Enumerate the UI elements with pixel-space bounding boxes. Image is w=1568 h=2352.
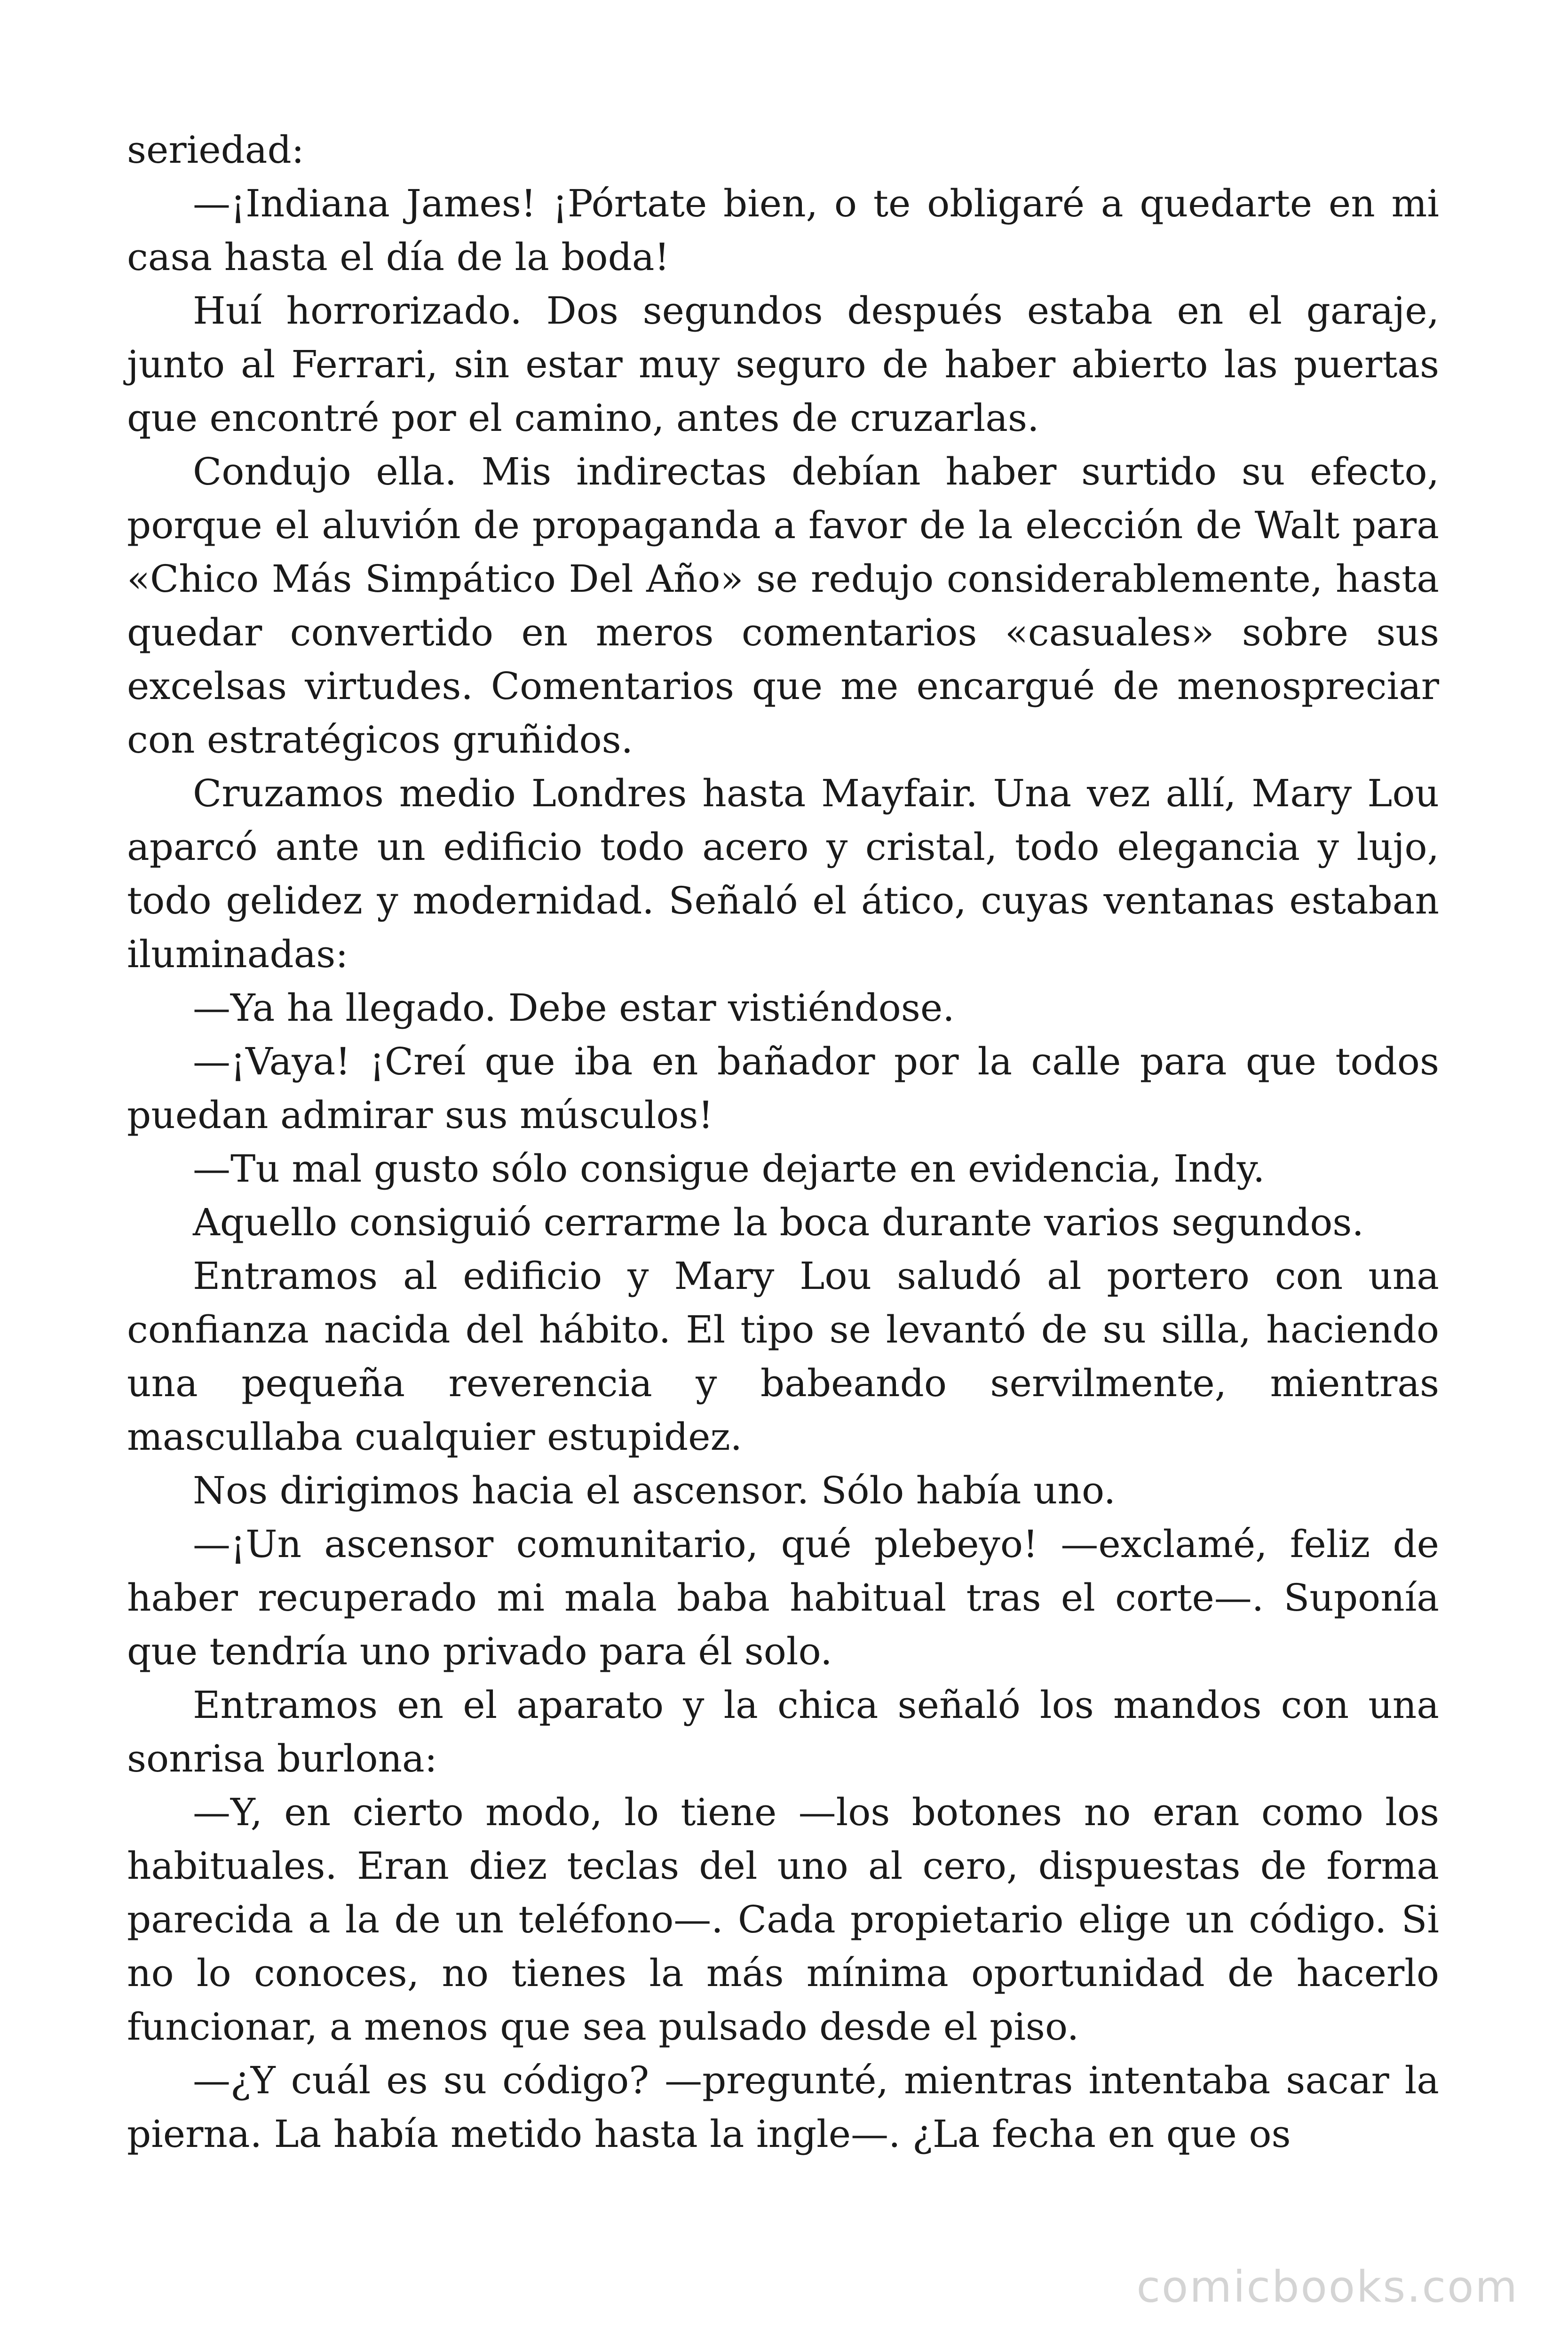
paragraph: —¡Indiana James! ¡Pórtate bien, o te obligaré a quedarte en mi casa hasta el día de la boda!	[127, 182, 1439, 279]
watermark: comicbooks.com	[1136, 2262, 1519, 2312]
paragraph: seriedad:	[127, 128, 304, 172]
paragraph: Cruzamos medio Londres hasta Mayfair. Una vez allí, Mary Lou aparcó ante un edificio todo acero y cristal, todo elegancia y lujo, todo gelidez y modernidad. Señaló el ático, cuyas ventanas estaban iluminadas:	[127, 771, 1439, 976]
page-body	[127, 123, 1439, 2161]
paragraph: Entramos en el aparato y la chica señaló los mandos con una sonrisa burlona:	[127, 1683, 1439, 1780]
paragraph: Huí horrorizado. Dos segundos después estaba en el garaje, junto al Ferrari, sin estar muy seguro de haber abierto las puertas que encontré por el camino, antes de cruzarlas.	[127, 289, 1439, 440]
paragraph: —Ya ha llegado. Debe estar vistiéndose.	[193, 986, 955, 1030]
paragraph: —¿Y cuál es su código? —pregunté, mientras intentaba sacar la pierna. La había metido hasta la ingle—. ¿La fecha en que os	[127, 2058, 1439, 2156]
paragraph: —¡Vaya! ¡Creí que iba en bañador por la calle para que todos puedan admirar sus músculos!	[127, 1040, 1439, 1137]
paragraph: Nos dirigimos hacia el ascensor. Sólo había uno.	[193, 1469, 1116, 1512]
paragraph: —¡Un ascensor comunitario, qué plebeyo! —exclamé, feliz de haber recuperado mi mala baba habitual tras el corte—. Suponía que tendría uno privado para él solo.	[127, 1522, 1439, 1673]
paragraph: —Y, en cierto modo, lo tiene —los botones no eran como los habituales. Eran diez teclas del uno al cero, dispuestas de forma parecida a la de un teléfono—. Cada propietario elige un código. Si no lo conoces, no tienes la más mínima oportunidad de hacerlo funcionar, a menos que sea pulsado desde el piso.	[127, 1790, 1439, 2049]
paragraph: Entramos al edificio y Mary Lou saludó al portero con una confianza nacida del hábito. El tipo se levantó de su silla, haciendo una pequeña reverencia y babeando servilmente, mientras mascullaba cualquier estupidez.	[127, 1254, 1439, 1459]
paragraph: Aquello consiguió cerrarme la boca durante varios segundos.	[193, 1200, 1364, 1244]
paragraph: Condujo ella. Mis indirectas debían haber surtido su efecto, porque el aluvión de propaganda a favor de la elección de Walt para «Chico Más Simpático Del Año» se redujo considerablemente, hasta quedar convertido en meros comentarios «casuales» sobre sus excelsas virtudes. Comentarios que me encargué de menospreciar con estratégicos gruñidos.	[127, 450, 1439, 762]
paragraph: —Tu mal gusto sólo consigue dejarte en evidencia, Indy.	[193, 1147, 1265, 1191]
